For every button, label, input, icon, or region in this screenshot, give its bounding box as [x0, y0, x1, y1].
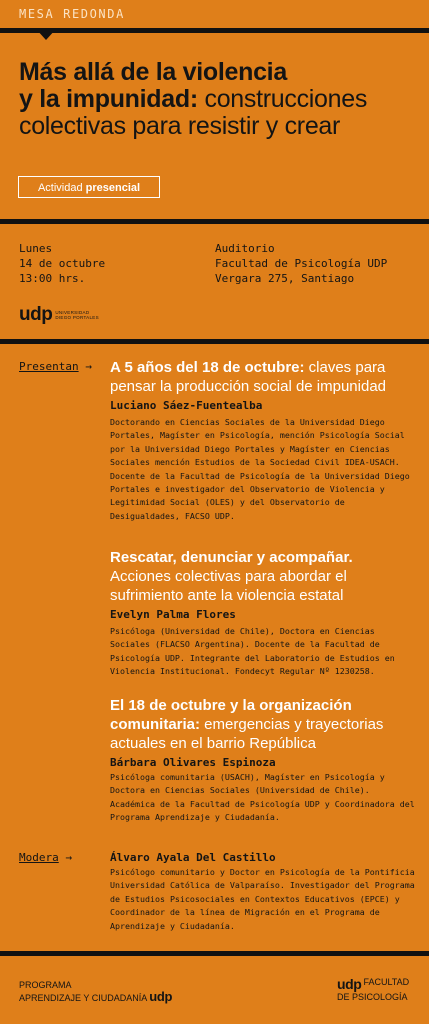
title-bold-line1: Más allá de la violencia	[19, 58, 287, 86]
event-time: 13:00 hrs.	[19, 272, 86, 285]
presentan-text: Presentan	[19, 360, 79, 373]
event-venue: Auditorio	[215, 242, 275, 255]
event-when	[19, 241, 105, 286]
header-divider	[0, 28, 429, 33]
talk-title-3-bold: El 18 de octubre y la organización comunitaria:	[110, 697, 352, 733]
talk-title-3	[110, 696, 415, 753]
event-date: 14 de octubre	[19, 257, 106, 270]
arrow-right-icon: →	[65, 851, 72, 864]
faculty-logo-line2: DE PSICOLOGÍA	[337, 992, 408, 1002]
title-line3: colectivas para resistir y crear	[19, 112, 341, 140]
program-logo	[19, 980, 172, 1004]
section-divider-bottom	[0, 951, 429, 956]
talk-title-2	[110, 548, 415, 605]
talk-title-2-rest: Acciones colectivas para abordar el sufrimiento ante la violencia estatal	[110, 568, 347, 604]
event-type-tag: MESA REDONDA	[19, 7, 125, 21]
talk-title-2-bold: Rescatar, denunciar y acompañar.	[110, 549, 353, 566]
talk-title-3-rest: emergencias y trayectorias actuales en el barrio República	[110, 716, 384, 752]
event-address: Vergara 275, Santiago	[215, 272, 355, 285]
moderator-name: Álvaro Ayala Del Castillo	[110, 851, 276, 864]
event-day: Lunes	[19, 242, 53, 255]
presentan-label	[19, 360, 92, 374]
talk-title-1-rest: claves para pensar la producción social de impunidad	[110, 359, 387, 395]
title-bold-line2: y la impunidad:	[19, 85, 198, 113]
title-rest-line2: construcciones	[197, 85, 368, 113]
speaker-name-2: Evelyn Palma Flores	[110, 608, 236, 621]
speaker-bio-2: Psicóloga (Universidad de Chile), Doctora en Ciencias Sociales (FLACSO Argentina). Docente de la Facultad de Psicología UDP. Integrante del Laboratorio de Estudios en Violencia Institucional. Fondecyt Regular Nº 1230258.	[110, 626, 395, 677]
faculty-logo-udp-mark: udp	[337, 976, 362, 992]
event-place: Facultad de Psicología UDP	[215, 257, 388, 270]
attendance-badge	[18, 176, 160, 198]
arrow-right-icon: →	[85, 360, 92, 373]
udp-logo-line2: DIEGO PORTALES	[55, 314, 99, 320]
faculty-logo	[337, 977, 409, 991]
udp-logo-mark: udp	[19, 304, 53, 325]
modera-text: Modera	[19, 851, 59, 864]
speaker-bio-3: Psicóloga comunitaria (USACH), Magíster en Psicología y Doctora en Ciencias Sociales (Universidad de Chile). Académica de la Facultad de Psicología UDP y Coordinadora del Programa Aprendizaje y Ciudadanía.	[110, 772, 415, 823]
speaker-name-1: Luciano Sáez-Fuentealba	[110, 399, 263, 412]
udp-logo-subtitle	[55, 310, 99, 320]
modera-label	[19, 851, 72, 865]
speaker-bio-1: Doctorando en Ciencias Sociales de la Universidad Diego Portales, Magíster en Psicología, mención Psicología Social por la Universidad Diego Portales y Magíster en Ciencias Sociales mención Estudios de la Sociedad Civil IDEA-USACH. Docente de la Facultad de Psicología de la Universidad Diego Portales e investigador del Observatorio de Violencia y Legitimidad Social (OLES) y del Observatorio de Desigualdades, FACSO UDP.	[110, 417, 410, 521]
section-divider-top	[0, 219, 429, 224]
program-logo-line1: PROGRAMA	[19, 980, 72, 990]
program-logo-line2-wrap	[19, 991, 172, 1004]
speaker-name-3: Bárbara Olivares Espinoza	[110, 756, 276, 769]
badge-normal-text: Actividad	[37, 182, 86, 194]
section-divider-middle	[0, 339, 429, 344]
faculty-logo-text	[363, 977, 409, 988]
event-where	[215, 241, 387, 286]
faculty-logo-line1: FACULTAD	[363, 977, 410, 987]
event-title	[19, 59, 419, 140]
udp-logo	[19, 305, 99, 324]
program-logo-udp-mark: udp	[149, 989, 173, 1004]
header-notch	[36, 29, 56, 40]
moderator-bio: Psicólogo comunitario y Doctor en Psicología de la Pontificia Universidad Católica de Valparaíso. Investigador del Programa de Estudios Psicosociales en Contextos Educativos (EPCE) y Coordinador de la línea de Migración en el Programa de Aprendizaje y Ciudadanía.	[110, 867, 415, 931]
udp-logo-line1: UNIVERSIDAD	[55, 309, 90, 315]
program-logo-line2: APRENDIZAJE Y CIUDADANÍA	[19, 993, 148, 1003]
talk-title-1-bold: A 5 años del 18 de octubre:	[110, 359, 305, 376]
talk-title-1	[110, 358, 415, 396]
badge-bold-text: presencial	[85, 182, 141, 194]
